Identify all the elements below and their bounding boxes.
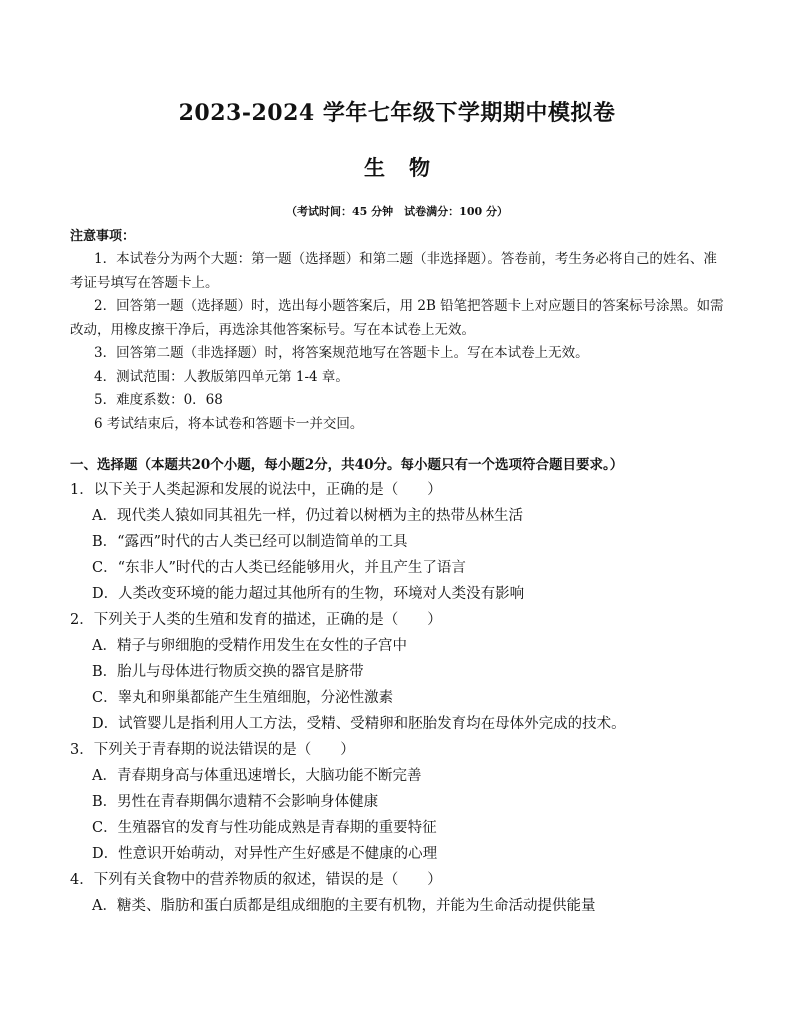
question-stem: 4．下列有关食物中的营养物质的叙述，错误的是（ ） [70, 872, 442, 888]
question-2 [70, 607, 740, 737]
notice-heading: 注意事项： [70, 229, 136, 244]
question-option: D．试管婴儿是指利用人工方法，受精、受精卵和胚胎发育均在母体外完成的技术。 [92, 716, 626, 732]
notice-item: 1．本试卷分为两个大题：第一题（选择题）和第二题（非选择题）。答卷前，考生务必将自己的姓名、准考证号填写在答题卡上。 [70, 251, 717, 291]
question-option: C．生殖器官的发育与性功能成熟是青春期的重要特征 [92, 820, 437, 836]
question-option: B．“露西”时代的古人类已经可以制造简单的工具 [92, 534, 408, 550]
notice-list [70, 248, 730, 436]
question-1 [70, 477, 740, 607]
question-4 [70, 867, 740, 919]
question-option: A．现代类人猿如同其祖先一样，仍过着以树栖为主的热带丛林生活 [92, 508, 523, 524]
subject-title: 生物 [364, 155, 454, 180]
question-option: D．人类改变环境的能力超过其他所有的生物，环境对人类没有影响 [92, 586, 525, 602]
exam-info: （考试时间：45 分钟 试卷满分：100 分） [286, 205, 508, 218]
question-option: D．性意识开始萌动，对异性产生好感是不健康的心理 [92, 846, 438, 862]
notice-item: 5．难度系数：0．68 [94, 392, 223, 408]
question-option: C．睾丸和卵巢都能产生生殖细胞，分泌性激素 [92, 690, 394, 706]
question-option: B．男性在青春期偶尔遗精不会影响身体健康 [92, 794, 379, 810]
question-option: A．糖类、脂肪和蛋白质都是组成细胞的主要有机物，并能为生命活动提供能量 [92, 898, 596, 914]
notice-item: 4．测试范围：人教版第四单元第 1-4 章。 [94, 368, 349, 385]
question-option: B．胎儿与母体进行物质交换的器官是脐带 [92, 664, 364, 680]
question-3 [70, 737, 740, 867]
notice-item: 3．回答第二题（非选择题）时，将答案规范地写在答题卡上。写在本试卷上无效。 [94, 345, 589, 361]
question-stem: 2．下列关于人类的生殖和发育的描述，正确的是（ ） [70, 612, 442, 628]
notice-item: 6 考试结束后，将本试卷和答题卡一并交回。 [94, 415, 364, 432]
question-stem: 3．下列关于青春期的说法错误的是（ ） [70, 742, 355, 758]
section-heading: 一、选择题（本题共20个小题，每小题2分，共40分。每小题只有一个选项符合题目要求。） [70, 457, 624, 473]
question-stem: 1．以下关于人类起源和发展的说法中，正确的是（ ） [70, 482, 442, 498]
question-option: A．精子与卵细胞的受精作用发生在女性的子宫中 [92, 638, 407, 654]
exam-title: 2023-2024 学年七年级下学期期中模拟卷 [178, 100, 616, 126]
question-option: A．青春期身高与体重迅速增长，大脑功能不断完善 [92, 768, 422, 784]
question-option: C．“东非人”时代的古人类已经能够用火，并且产生了语言 [92, 560, 466, 576]
notice-item: 2．回答第一题（选择题）时，选出每小题答案后，用 2B 铅笔把答题卡上对应题目的答案标号涂黑。如需改动，用橡皮擦干净后，再选涂其他答案标号。写在本试卷上无效。 [70, 298, 724, 338]
question-list [70, 477, 740, 919]
